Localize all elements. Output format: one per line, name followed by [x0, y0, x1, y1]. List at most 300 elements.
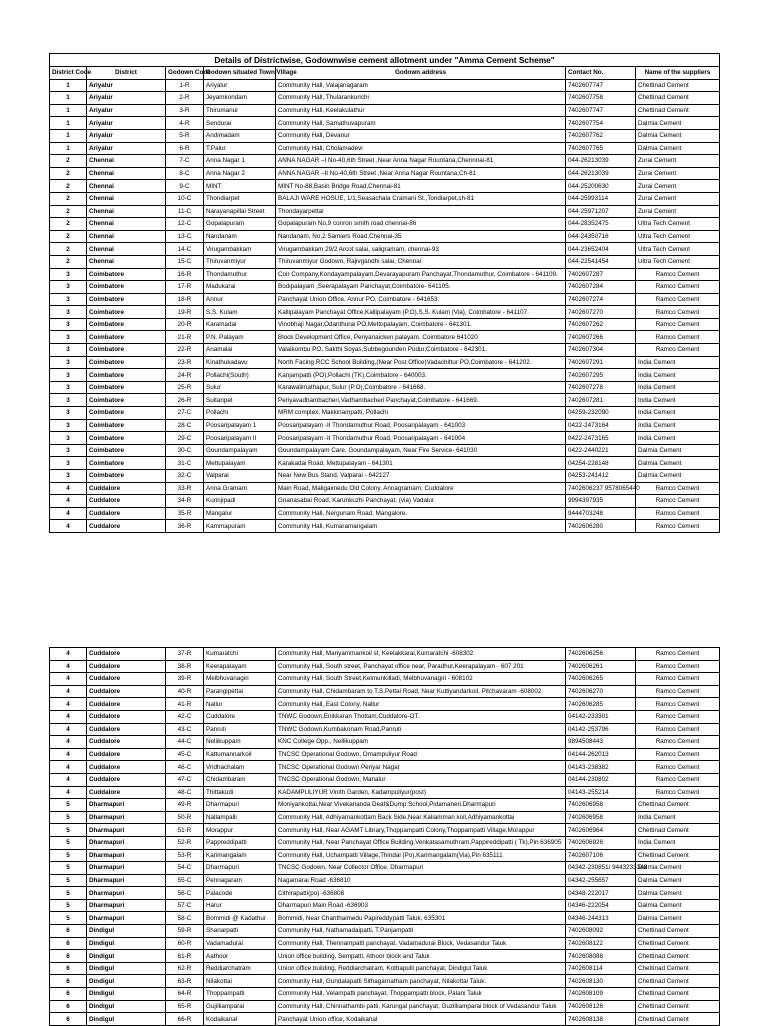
table-row	[50, 381, 720, 394]
district-cell: Coimbatore	[87, 444, 166, 457]
district-code-cell: 2	[50, 243, 87, 256]
town-cell: Neliikuppam	[204, 736, 276, 749]
district-code-cell: 1	[50, 117, 87, 130]
address-cell: BALAJI WARE HOSUE, 1/1,Seasachala Cramani St.,Tondiarpet,ch-81	[276, 192, 566, 205]
table-row	[50, 268, 720, 281]
contact-cell: 7402607754	[566, 117, 636, 130]
district-code-cell: 3	[50, 281, 87, 294]
contact-cell: 04143-255214	[566, 786, 636, 799]
district-code-cell: 3	[50, 306, 87, 319]
town-cell: Karamadai	[204, 318, 276, 331]
address-cell: TNCSC Operational Godown, Omampuliyur Road	[276, 748, 566, 761]
town-cell: Morappur	[204, 824, 276, 837]
supplier-cell: Ramco Cement	[636, 673, 720, 686]
district-code-cell: 3	[50, 444, 87, 457]
supplier-cell: Ramco Cement	[636, 761, 720, 774]
address-cell: KADAMPULIYUR Vinith Garden, Kadampuliyur(post)	[276, 786, 566, 799]
contact-cell: 7402606265	[566, 673, 636, 686]
district-code-cell: 4	[50, 507, 87, 520]
address-cell: Community Hall, South Street,Kelmunkilladi, Melbhuvanagiri - 608102	[276, 673, 566, 686]
address-cell: TNWC Godown,Enikkaran Thottam,Cuddalore-OT.	[276, 710, 566, 723]
address-cell: Union office building, Sempatti, Athoor block and Taluk	[276, 950, 566, 963]
address-cell: Periyavadhambacheri,Vadhambacheri Panchayat,Coimbatore - 641669.	[276, 394, 566, 407]
godown-code-cell: 46-C	[166, 761, 204, 774]
town-cell: Anamalai	[204, 344, 276, 357]
town-cell: Gujilliamparai	[204, 1000, 276, 1013]
supplier-cell: India Cement	[636, 407, 720, 420]
district-cell: Chennai	[87, 192, 166, 205]
table-row	[50, 344, 720, 357]
district-cell: Chennai	[87, 180, 166, 193]
godown-code-cell: 61-R	[166, 950, 204, 963]
godown-code-cell: 65-R	[166, 1000, 204, 1013]
town-cell: S.S. Kulam	[204, 306, 276, 319]
district-code-cell: 4	[50, 773, 87, 786]
table-row	[50, 849, 720, 862]
address-cell: Gnanasabai Road, Karunkuzhi Panchayat, (via) Vadalur	[276, 495, 566, 508]
godown-code-cell: 37-R	[166, 648, 204, 661]
town-cell: Keerapalayam	[204, 660, 276, 673]
district-cell: Cuddalore	[87, 482, 166, 495]
godown-code-cell: 6-R	[166, 142, 204, 155]
supplier-cell: Chettinad Cement	[636, 975, 720, 988]
town-cell: Kattumannarkoil	[204, 748, 276, 761]
town-cell: Thondamuthur	[204, 268, 276, 281]
district-code-cell: 4	[50, 660, 87, 673]
godown-code-cell: 35-R	[166, 507, 204, 520]
supplier-cell: Chettinad Cement	[636, 799, 720, 812]
district-cell: Dindigul	[87, 975, 166, 988]
godown-code-cell: 55-C	[166, 874, 204, 887]
district-code-cell: 1	[50, 92, 87, 105]
godown-code-cell: 1-R	[166, 79, 204, 92]
district-code-cell: 2	[50, 180, 87, 193]
town-cell: Aathoor	[204, 950, 276, 963]
address-cell: Community Hall, Samathuvapuram	[276, 117, 566, 130]
supplier-cell: Ramco Cement	[636, 698, 720, 711]
table-row	[50, 167, 720, 180]
district-cell: Dharmapuri	[87, 824, 166, 837]
district-cell: Cuddalore	[87, 761, 166, 774]
district-cell: Cuddalore	[87, 648, 166, 661]
address-cell: MINT No-88,Basin Bridge Road,Chennai-81	[276, 180, 566, 193]
godown-code-cell: 38-R	[166, 660, 204, 673]
table-row	[50, 685, 720, 698]
godown-code-cell: 59-R	[166, 925, 204, 938]
town-cell: Kurinjipadi	[204, 495, 276, 508]
table-row	[50, 117, 720, 130]
supplier-cell: India Cement	[636, 394, 720, 407]
contact-cell: 7402608138	[566, 1013, 636, 1026]
cement-allotment-table-top	[49, 53, 720, 533]
contact-cell: 7402606237 9578065440	[566, 482, 636, 495]
address-cell: Cithirapatti(po) -636808	[276, 887, 566, 900]
table-row	[50, 874, 720, 887]
district-cell: Dharmapuri	[87, 811, 166, 824]
district-code-cell: 6	[50, 975, 87, 988]
district-code-cell: 3	[50, 407, 87, 420]
address-cell: Community Hall, Cholamadevi	[276, 142, 566, 155]
godown-code-cell: 39-R	[166, 673, 204, 686]
contact-cell: 7402607287	[566, 268, 636, 281]
contact-cell: 7402606926	[566, 836, 636, 849]
town-cell: Virugambakkam	[204, 243, 276, 256]
address-cell: Main Road, Maligaimedu Old Colony, Annagramam, Cuddalore	[276, 482, 566, 495]
godown-code-cell: 63-R	[166, 975, 204, 988]
district-cell: Coimbatore	[87, 369, 166, 382]
district-code-cell: 3	[50, 457, 87, 470]
address-cell: Union office building, Reddiarchatram, Kothapulli panchayat, Dindigul Taluk	[276, 962, 566, 975]
district-cell: Cuddalore	[87, 723, 166, 736]
district-cell: Dharmapuri	[87, 849, 166, 862]
table-row	[50, 444, 720, 457]
district-cell: Coimbatore	[87, 407, 166, 420]
district-code-cell: 4	[50, 723, 87, 736]
table-row	[50, 698, 720, 711]
supplier-cell: Dalmia Cement	[636, 887, 720, 900]
town-cell: Anna Nagar 2	[204, 167, 276, 180]
supplier-cell: Ramco Cement	[636, 318, 720, 331]
table-row	[50, 648, 720, 661]
address-cell: Community Hall, Chinnathambi patti, Karungal panchayat, Guzilliamparai block of Vedasandur Taluk	[276, 1000, 566, 1013]
contact-cell: 7402607281	[566, 394, 636, 407]
godown-code-cell: 50-R	[166, 811, 204, 824]
contact-cell: 7402608126	[566, 1000, 636, 1013]
supplier-cell: Ramco Cement	[636, 748, 720, 761]
godown-code-cell: 49-R	[166, 799, 204, 812]
godown-code-cell: 33-R	[166, 482, 204, 495]
district-cell: Coimbatore	[87, 470, 166, 483]
supplier-cell: Zurai Cement	[636, 155, 720, 168]
table-row	[50, 155, 720, 168]
godown-code-cell: 41-R	[166, 698, 204, 711]
godown-code-cell: 13-C	[166, 230, 204, 243]
contact-cell: 7402607291	[566, 356, 636, 369]
contact-cell: 7402608122	[566, 937, 636, 950]
supplier-cell: Ramco Cement	[636, 736, 720, 749]
godown-code-cell: 56-C	[166, 887, 204, 900]
town-cell: Cuddalore	[204, 710, 276, 723]
godown-code-cell: 47-C	[166, 773, 204, 786]
supplier-cell: Ramco Cement	[636, 293, 720, 306]
district-cell: Cuddalore	[87, 495, 166, 508]
supplier-cell: Dalmia Cement	[636, 117, 720, 130]
table-row	[50, 836, 720, 849]
contact-cell: 044-25200630	[566, 180, 636, 193]
town-cell: Kinathukadavu	[204, 356, 276, 369]
address-cell: Nagamarai Road -636810	[276, 874, 566, 887]
godown-code-cell: 62-R	[166, 962, 204, 975]
contact-cell: 044-26213039	[566, 155, 636, 168]
contact-cell: 7402607262	[566, 318, 636, 331]
district-cell: Dindigul	[87, 950, 166, 963]
town-cell: Reddiarchatram	[204, 962, 276, 975]
godown-code-cell: 15-C	[166, 255, 204, 268]
town-cell: Pennagaram	[204, 874, 276, 887]
contact-cell: 7402607747	[566, 104, 636, 117]
town-cell: Gopalapuram	[204, 218, 276, 231]
godown-code-cell: 23-R	[166, 356, 204, 369]
contact-cell: 0422-2440221	[566, 444, 636, 457]
table-body-bottom	[50, 648, 720, 1026]
supplier-cell: Zurai Cement	[636, 167, 720, 180]
district-cell: Chennai	[87, 218, 166, 231]
supplier-cell: Chettinad Cement	[636, 1013, 720, 1026]
district-code-cell: 6	[50, 988, 87, 1001]
supplier-cell: Ramco Cement	[636, 648, 720, 661]
address-cell: Community Hall, Near Panchayat Office Building,Venkatasamuthram,Pappireddipatti ( Tk),Pin 636905	[276, 836, 566, 849]
district-cell: Dharmapuri	[87, 862, 166, 875]
godown-code-cell: 4-R	[166, 117, 204, 130]
town-cell: Melbhuvanagiri	[204, 673, 276, 686]
contact-cell: 04143-238382	[566, 761, 636, 774]
godown-code-cell: 58-C	[166, 912, 204, 925]
table-row	[50, 950, 720, 963]
address-cell: Goundampalayam Care, Goundampalayam, Near Fire Service- 641030	[276, 444, 566, 457]
address-cell: Coir Company,Kondayampalayam,Devarayapuram Panchayat,Thondamuthur, Coimbatore - 641109.	[276, 268, 566, 281]
town-cell: Nilakottai	[204, 975, 276, 988]
godown-code-cell: 8-C	[166, 167, 204, 180]
district-cell: Cuddalore	[87, 698, 166, 711]
district-cell: Dindigul	[87, 1013, 166, 1026]
town-cell: Ariyalur	[204, 79, 276, 92]
district-code-cell: 5	[50, 862, 87, 875]
supplier-cell: Chettinad Cement	[636, 925, 720, 938]
supplier-cell: Zurai Cement	[636, 180, 720, 193]
table-row	[50, 811, 720, 824]
district-code-cell: 6	[50, 937, 87, 950]
godown-code-cell: 5-R	[166, 129, 204, 142]
header-contact: Contact No.	[566, 67, 636, 80]
table-row	[50, 723, 720, 736]
godown-code-cell: 66-R	[166, 1013, 204, 1026]
address-cell: Community Hall, Nathamadaipatti, T.Panjampatti	[276, 925, 566, 938]
contact-cell: 7402608114	[566, 962, 636, 975]
contact-cell: 04346-244313	[566, 912, 636, 925]
district-cell: Ariyalur	[87, 129, 166, 142]
contact-cell: 044-25971207	[566, 205, 636, 218]
address-cell: Gopalapuram No,9 conron smith road chennai-86	[276, 218, 566, 231]
address-cell: Community Hall, Gundalapatti Sithagarnatham panchayat, Nilakottai Taluk.	[276, 975, 566, 988]
town-cell: Poosaripalayam II	[204, 432, 276, 445]
supplier-cell: Dalmia Cement	[636, 899, 720, 912]
godown-code-cell: 45-C	[166, 748, 204, 761]
district-code-cell: 4	[50, 520, 87, 533]
table-body-top	[50, 79, 720, 532]
district-code-cell: 3	[50, 356, 87, 369]
address-cell: North Facing RCC School Building,(Near Post Office)Vadachittur PO,Coimbatore - 641202.	[276, 356, 566, 369]
supplier-cell: Ramco Cement	[636, 331, 720, 344]
table-row	[50, 962, 720, 975]
supplier-cell: Zurai Cement	[636, 192, 720, 205]
table-row	[50, 660, 720, 673]
address-cell: TNCSC Operational Godown, Manalur	[276, 773, 566, 786]
contact-cell: 7402608130	[566, 975, 636, 988]
table-row	[50, 419, 720, 432]
town-cell: Thittakudi	[204, 786, 276, 799]
contact-cell: 7402607266	[566, 331, 636, 344]
supplier-cell: Ultra Tech Cement	[636, 255, 720, 268]
town-cell: Sendurai	[204, 117, 276, 130]
district-code-cell: 5	[50, 811, 87, 824]
town-cell: Nandanam	[204, 230, 276, 243]
district-cell: Ariyalur	[87, 92, 166, 105]
table-row	[50, 142, 720, 155]
table-row	[50, 205, 720, 218]
town-cell: Vadamadurai	[204, 937, 276, 950]
godown-code-cell: 36-R	[166, 520, 204, 533]
town-cell: Karimangalam	[204, 849, 276, 862]
table-row	[50, 520, 720, 533]
supplier-cell: Ramco Cement	[636, 268, 720, 281]
district-cell: Dindigul	[87, 925, 166, 938]
district-code-cell: 3	[50, 344, 87, 357]
contact-cell: 04144-230802	[566, 773, 636, 786]
supplier-cell: Chettinad Cement	[636, 104, 720, 117]
supplier-cell: Ramco Cement	[636, 281, 720, 294]
table-row	[50, 129, 720, 142]
table-row	[50, 482, 720, 495]
supplier-cell: India Cement	[636, 432, 720, 445]
district-code-cell: 2	[50, 167, 87, 180]
supplier-cell: Chettinad Cement	[636, 92, 720, 105]
godown-code-cell: 51-R	[166, 824, 204, 837]
district-code-cell: 6	[50, 925, 87, 938]
district-cell: Dharmapuri	[87, 899, 166, 912]
address-cell: Vinobhaji Nagar,Odanthurai PO,Mettupalayam, Coimbatore - 641301.	[276, 318, 566, 331]
district-cell: Cuddalore	[87, 786, 166, 799]
district-code-cell: 3	[50, 369, 87, 382]
contact-cell: 9894508443	[566, 736, 636, 749]
district-code-cell: 4	[50, 495, 87, 508]
district-code-cell: 3	[50, 318, 87, 331]
header-address: Godown address	[276, 67, 566, 80]
town-cell: Panruti	[204, 723, 276, 736]
supplier-cell: India Cement	[636, 381, 720, 394]
table-row	[50, 748, 720, 761]
district-cell: Chennai	[87, 255, 166, 268]
district-cell: Ariyalur	[87, 104, 166, 117]
district-code-cell: 3	[50, 394, 87, 407]
district-code-cell: 3	[50, 268, 87, 281]
district-cell: Dharmapuri	[87, 887, 166, 900]
table-header-row	[50, 67, 720, 80]
contact-cell: 04348-222017	[566, 887, 636, 900]
address-cell: Community Hall, South street, Panchayat office near, Paradhur,Keerapalayam - 607 201	[276, 660, 566, 673]
address-cell: Bodipalayam ,Seerapalayam Panchayat,Coimbatore- 641105.	[276, 281, 566, 294]
address-cell: TNCSC Godown, Near Collector Office, Dharmapuri	[276, 862, 566, 875]
supplier-cell: Ultra Tech Cement	[636, 218, 720, 231]
address-cell: Thiruvanmiyur Godown, Rajivgandhi salai, Chennai	[276, 255, 566, 268]
contact-cell: 04342-230851/ 9443233348	[566, 862, 636, 875]
table-row	[50, 470, 720, 483]
supplier-cell: Ramco Cement	[636, 495, 720, 508]
table-row	[50, 356, 720, 369]
header-town: Godown situated Town/Village	[204, 67, 276, 80]
district-code-cell: 2	[50, 155, 87, 168]
district-cell: Cuddalore	[87, 520, 166, 533]
district-cell: Dindigul	[87, 962, 166, 975]
address-cell: Moniyankottai,Near Vivekananda Deaf&Dump School,Pidamaneri,Dharmapuri	[276, 799, 566, 812]
godown-code-cell: 19-R	[166, 306, 204, 319]
district-cell: Ariyalur	[87, 79, 166, 92]
godown-code-cell: 48-C	[166, 786, 204, 799]
contact-cell: 7402607762	[566, 129, 636, 142]
table-row	[50, 192, 720, 205]
table-row	[50, 407, 720, 420]
supplier-cell: Chettinad Cement	[636, 950, 720, 963]
supplier-cell: Ramco Cement	[636, 685, 720, 698]
district-cell: Coimbatore	[87, 344, 166, 357]
district-cell: Coimbatore	[87, 306, 166, 319]
contact-cell: 9444703248	[566, 507, 636, 520]
contact-cell: 7402606958	[566, 811, 636, 824]
godown-code-cell: 16-R	[166, 268, 204, 281]
district-cell: Coimbatore	[87, 293, 166, 306]
district-code-cell: 1	[50, 142, 87, 155]
godown-code-cell: 12-C	[166, 218, 204, 231]
address-cell: Community Hall, Valajanagaram	[276, 79, 566, 92]
address-cell: Nandanam, No,2 Samiers Road,Chennai-35	[276, 230, 566, 243]
district-cell: Dharmapuri	[87, 799, 166, 812]
contact-cell: 04142-233301	[566, 710, 636, 723]
supplier-cell: Chettinad Cement	[636, 849, 720, 862]
godown-code-cell: 42-C	[166, 710, 204, 723]
supplier-cell: India Cement	[636, 836, 720, 849]
godown-code-cell: 2-R	[166, 92, 204, 105]
contact-cell: 7402607304	[566, 344, 636, 357]
district-code-cell: 5	[50, 836, 87, 849]
town-cell: Sultanpet	[204, 394, 276, 407]
table-row	[50, 799, 720, 812]
district-code-cell: 2	[50, 205, 87, 218]
table-row	[50, 457, 720, 470]
town-cell: Pollachi	[204, 407, 276, 420]
table-row	[50, 1013, 720, 1026]
address-cell: Block Development Office, Periyanaicken palayam. Coimbatore 641020	[276, 331, 566, 344]
contact-cell: 044-23652404	[566, 243, 636, 256]
godown-code-cell: 9-C	[166, 180, 204, 193]
supplier-cell: Dalmia Cement	[636, 862, 720, 875]
district-code-cell: 4	[50, 685, 87, 698]
address-cell: Near New Bus Stand, Valparai - 642127	[276, 470, 566, 483]
contact-cell: 04142-253796	[566, 723, 636, 736]
address-cell: Kallipalayam Panchayat Office,Kallipalayam (P.O),S.S. Kulam (Via), Coimbatore - 641107.	[276, 306, 566, 319]
godown-code-cell: 32-C	[166, 470, 204, 483]
godown-code-cell: 44-C	[166, 736, 204, 749]
district-cell: Cuddalore	[87, 660, 166, 673]
district-code-cell: 4	[50, 710, 87, 723]
contact-cell: 7402608092	[566, 925, 636, 938]
contact-cell: 04346-222054	[566, 899, 636, 912]
contact-cell: 9994397935	[566, 495, 636, 508]
town-cell: Parangipettai	[204, 685, 276, 698]
supplier-cell: Dalmia Cement	[636, 874, 720, 887]
table-row	[50, 92, 720, 105]
town-cell: Annur	[204, 293, 276, 306]
address-cell: TNWC Godown,Kumbakonam Road,Panruti	[276, 723, 566, 736]
town-cell: Goundampalayam	[204, 444, 276, 457]
godown-code-cell: 26-R	[166, 394, 204, 407]
contact-cell: 044-22541454	[566, 255, 636, 268]
godown-code-cell: 3-R	[166, 104, 204, 117]
table-row	[50, 988, 720, 1001]
table-row	[50, 1000, 720, 1013]
address-cell: Community Hall, Near AGAMT Library,Thoppampatti Colony,Thoppampatti Village,Morappur	[276, 824, 566, 837]
table-row	[50, 104, 720, 117]
district-code-cell: 4	[50, 482, 87, 495]
supplier-cell: Ramco Cement	[636, 520, 720, 533]
